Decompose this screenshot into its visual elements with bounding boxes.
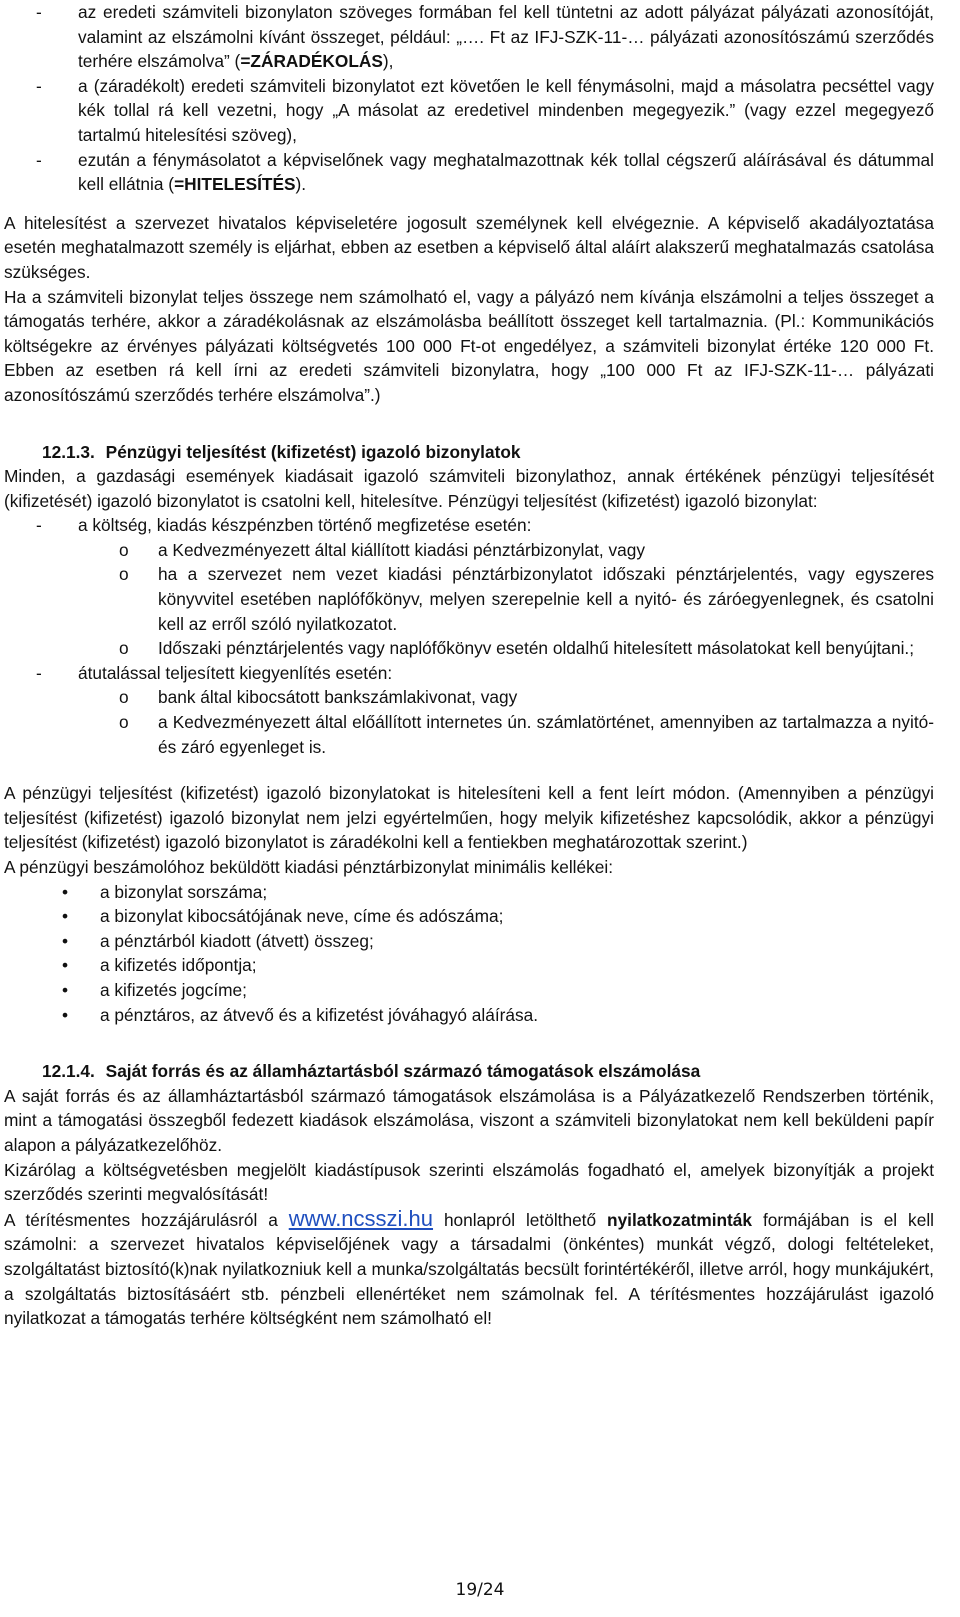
item-text-end: ), — [382, 51, 394, 72]
bullet-marker: • — [62, 955, 69, 976]
item-text: a pénztáros, az átvevő és a kifizetést jóváhagyó aláírása. — [100, 1004, 539, 1025]
bullet-marker: • — [62, 979, 69, 1000]
item-text: a költség, kiadás készpénzben történő megfizetése esetén: — [78, 515, 532, 536]
sub-list-item — [4, 562, 934, 636]
list-item — [4, 953, 934, 978]
item-text: a (záradékolt) eredeti számviteli bizonylatot ezt követően le kell fénymásolni, majd a másolatra pecséttel vagy kék tollal rá kell vezetni, hogy „A másolat az eredetivel mindenben megegyezik.” (vagy ezzel megegyező tartalmú hitelesítési szöveg), — [78, 75, 934, 145]
circle-marker: o — [119, 539, 129, 560]
list-item — [4, 0, 934, 74]
section-number: 12.1.3. — [42, 441, 95, 462]
item-text: ha a szervezet nem vezet kiadási pénztárbizonylatot időszaki pénztárjelentés, vagy egyszeres könyvvitel esetében naplófőkönyv, melyen szerepelnie kell a nyitó- és záróegyenlegnek, és csatolni kell az erről szóló nyilatkozatot. — [158, 564, 934, 634]
list-item — [4, 148, 934, 197]
dash-marker: - — [36, 515, 42, 536]
paragraph: A saját forrás és az államháztartásból származó támogatások elszámolása is a Pályázatkezelő Rendszerben történik, mint a támogatási összegből fedezett kiadások elszámolása, viszont a számviteli bizonylatokat nem kell beküldeni papír alapon a pályázatkezelőhöz. — [4, 1085, 934, 1155]
section-heading — [4, 440, 934, 465]
item-text: az eredeti számviteli bizonylaton szöveges formában fel kell tüntetni az adott pályázat pályázati azonosítóját, valamint az elszámolni kívánt összeget, például: „…. Ft az IFJ-SZK-11-… pályázati azonosítószámú szerződés terhére elszámolva” ( — [78, 2, 934, 72]
circle-marker: o — [119, 687, 129, 708]
requirements-list — [4, 880, 934, 1028]
paragraph: A hitelesítést a szervezet hivatalos képviseletére jogosult személynek kell elvégeznie. A képviselő akadályoztatása esetén meghatalmazott személy is eljárhat, ebben az esetben a képviselő által aláírt alakszerű meghatalmazás csatolása szükséges. — [4, 212, 934, 282]
item-text: Időszaki pénztárjelentés vagy naplófőkönyv esetén oldalhű hitelesített másolatokat kell benyújtani.; — [158, 638, 915, 659]
section-title: Pénzügyi teljesítést (kifizetést) igazoló bizonylatok — [105, 441, 521, 462]
list-item — [4, 513, 934, 538]
bullet-marker: • — [62, 906, 69, 927]
section-heading — [4, 1059, 934, 1084]
item-text: a kifizetés időpontja; — [100, 955, 257, 976]
list-item — [4, 1003, 934, 1028]
item-text: bank által kibocsátott bankszámlakivonat, vagy — [158, 687, 518, 708]
sub-list-item — [4, 710, 934, 759]
item-text: a bizonylat kibocsátójának neve, címe és adószáma; — [100, 906, 504, 927]
sub-list-item — [4, 685, 934, 710]
bullet-marker: • — [62, 881, 69, 902]
item-text: a pénztárból kiadott (átvett) összeg; — [100, 930, 374, 951]
sub-list-item — [4, 538, 934, 563]
item-bold-text: =HITELESÍTÉS — [174, 174, 296, 195]
paragraph: Ha a számviteli bizonylat teljes összege nem számolható el, vagy a pályázó nem kívánja elszámolni a teljes összeget a támogatás terhére, akkor a záradékolásnak az elszámolásba beállított összeget kell tartalmaznia. (Pl.: Kommunikációs költségekre az érvényes pályázati költségvetés 100 000 Ft-ot engedélyez, a számviteli bizonylat értéke 120 000 Ft. Ebben az esetben rá kell írni az eredeti számviteli bizonylatra, hogy „100 000 Ft az IFJ-SZK-11-… pályázati azonosítószámú szerződés terhére elszámolva”.) — [4, 286, 934, 405]
item-text: ezután a fénymásolatot a képviselőnek vagy meghatalmazottnak kék tollal cégszerű aláírásával és dátummal kell ellátnia ( — [78, 149, 934, 195]
bullet-marker: • — [62, 930, 69, 951]
item-text-end: ). — [295, 174, 307, 195]
paragraph: Kizárólag a költségvetésben megjelölt kiadástípusok szerinti elszámolás fogadható el, amelyek bizonyítják a projekt szerződés szerinti megvalósítását! — [4, 1159, 934, 1205]
item-text: a Kedvezményezett által előállított internetes ún. számlatörténet, amennyiben az tartalmazza a nyitó- és záró egyenleget is. — [158, 712, 934, 757]
circle-marker: o — [119, 564, 129, 585]
circle-marker: o — [119, 638, 129, 659]
paragraph-text: A térítésmentes hozzájárulásról a — [4, 1209, 289, 1230]
paragraph-text: honlapról letölthető — [433, 1209, 608, 1230]
item-bold-text: =ZÁRADÉKOLÁS — [240, 51, 383, 72]
paragraph-text: formájában is el kell számolni: a szervezet hivatalos képviselőjének vagy a társadalmi (önkéntes) munkát végző, dologi feltételeket, szolgáltatást biztosító(k)nak nyilatkozniuk kell a munka/szolgáltatás becsült forintértékéről, illetve arról, hogy munkájukért, a szolgáltatás biztosításáért stb. pénzbeli ellenértéket nem számolnak fel. A térítésmentes hozzájárulást igazoló nyilatkozat a támogatás terhére költségként nem számolható el! — [4, 1209, 934, 1329]
dash-marker: - — [36, 2, 42, 22]
list-item — [4, 661, 934, 686]
sub-list-item — [4, 636, 934, 661]
item-text: átutalással teljesített kiegyenlítés esetén: — [78, 662, 393, 683]
page-number: 19/24 — [455, 1580, 505, 1600]
dash-marker: - — [36, 75, 42, 96]
paragraph: A pénzügyi beszámolóhoz beküldött kiadási pénztárbizonylat minimális kellékei: — [4, 857, 614, 877]
website-link[interactable]: www.ncsszi.hu — [288, 1205, 434, 1231]
section-title: Saját forrás és az államháztartásból származó támogatások elszámolása — [105, 1061, 701, 1082]
list-item — [4, 74, 934, 148]
bullet-marker: • — [62, 1004, 69, 1025]
paragraph: A pénzügyi teljesítést (kifizetést) igazoló bizonylatokat is hitelesíteni kell a fent leírt módon. (Amennyiben a pénzügyi teljesítést (kifizetést) igazoló bizonylat nem jelzi egyértelműen, hogy melyik kifizetéshez kapcsolódik, akkor a pénzügyi teljesítést (kifizetést) igazoló bizonylatot is záradékolni kell a fentiekben meghatározottak szerint.) — [4, 783, 934, 853]
list-item — [4, 978, 934, 1003]
dash-marker: - — [36, 662, 42, 683]
item-text: a kifizetés jogcíme; — [100, 979, 247, 1000]
list-item — [4, 929, 934, 954]
paragraph: Minden, a gazdasági események kiadásait igazoló számviteli bizonylathoz, annak értékének pénzügyi teljesítését (kifizetését) igazoló bizonylatot is csatolni kell, hitelesítve. Pénzügyi teljesítést (kifizetést) igazoló bizonylat: — [4, 466, 934, 511]
item-text: a bizonylat sorszáma; — [100, 881, 268, 902]
section-number: 12.1.4. — [42, 1061, 95, 1082]
list-item — [4, 904, 934, 929]
paragraph-bold-text: nyilatkozatminták — [607, 1209, 753, 1230]
circle-marker: o — [119, 712, 129, 733]
paragraph — [4, 1207, 934, 1331]
item-text: a Kedvezményezett által kiállított kiadási pénztárbizonylat, vagy — [158, 539, 646, 560]
list-item — [4, 880, 934, 905]
authentication-steps-list — [4, 0, 934, 197]
dash-marker: - — [36, 149, 42, 170]
